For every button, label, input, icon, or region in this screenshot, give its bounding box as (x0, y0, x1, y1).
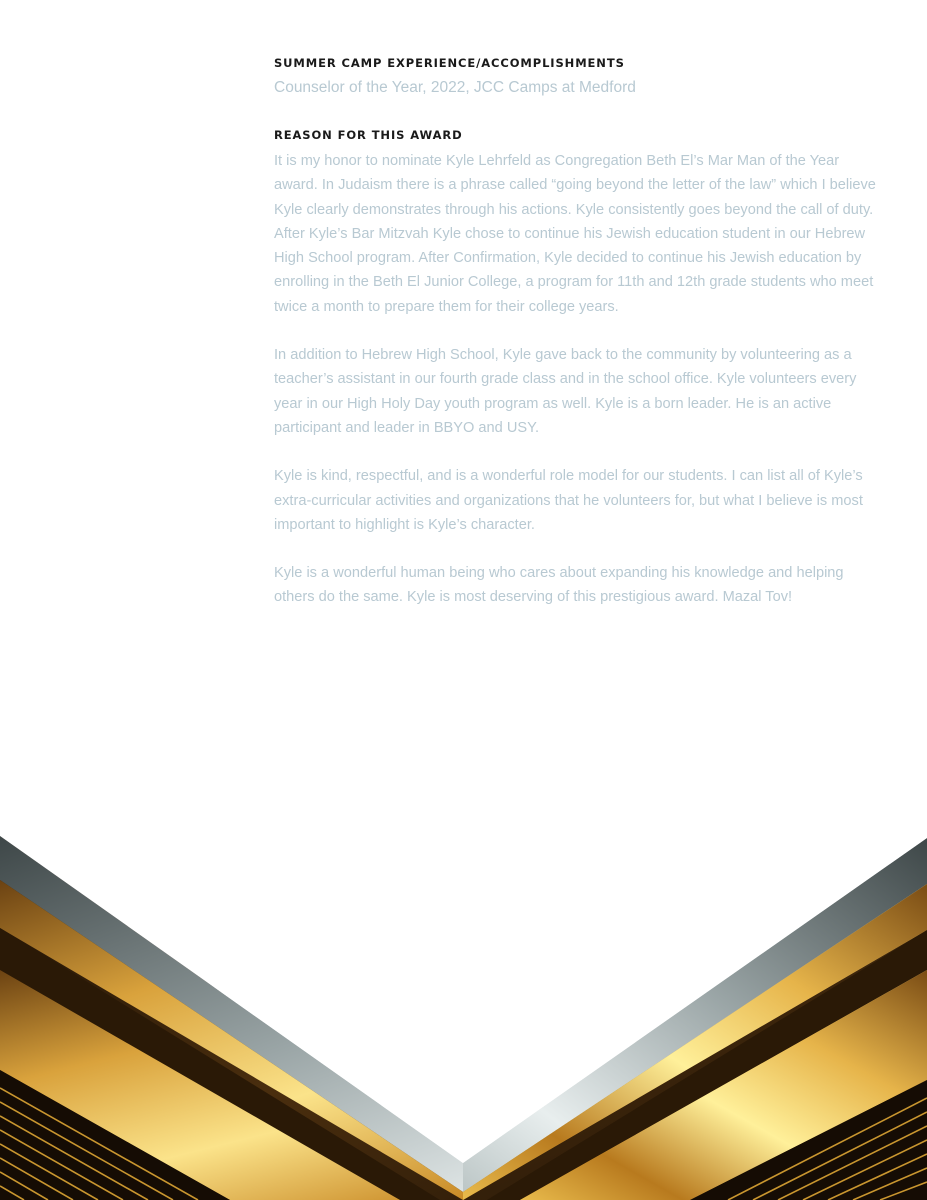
document-content (274, 54, 884, 634)
reason-paragraph-2: In addition to Hebrew High School, Kyle gave back to the community by volunteering as a teacher’s assistant in our fourth grade class and in the school office. Kyle volunteers every year in our High Holy Day youth program as well. Kyle is a born leader. He is an active participant and leader in BBYO and USY. (274, 347, 857, 436)
reason-paragraph-1: It is my honor to nominate Kyle Lehrfeld as Congregation Beth El’s Mar Man of the Year award. In Judaism there is a phrase called “going beyond the letter of the law” which I believe Kyle clearly demonstrates through his actions. Kyle consistently goes beyond the call of duty. After Kyle’s Bar Mitzvah Kyle chose to continue his Jewish education student in our Hebrew High School program. After Confirmation, Kyle decided to continue his Jewish education by enrolling in the Beth El Junior College, a program for 11th and 12th grade students who meet twice a month to prepare them for their college years. (274, 153, 876, 315)
reason-paragraph-3: Kyle is kind, respectful, and is a wonderful role model for our students. I can list all of Kyle’s extra-curricular activities and organizations that he volunteers for, but what I believe is most important to highlight is Kyle’s character. (274, 468, 863, 533)
camp-heading: SUMMER CAMP EXPERIENCE/ACCOMPLISHMENTS (274, 56, 625, 70)
camp-accomplishment: Counselor of the Year, 2022, JCC Camps at Medford (274, 79, 636, 96)
reason-heading: REASON FOR THIS AWARD (274, 128, 463, 142)
decorative-chevron-border (0, 820, 927, 1200)
reason-paragraph-4: Kyle is a wonderful human being who cares about expanding his knowledge and helping others do the same. Kyle is most deserving of this prestigious award. Mazal Tov! (274, 565, 844, 606)
